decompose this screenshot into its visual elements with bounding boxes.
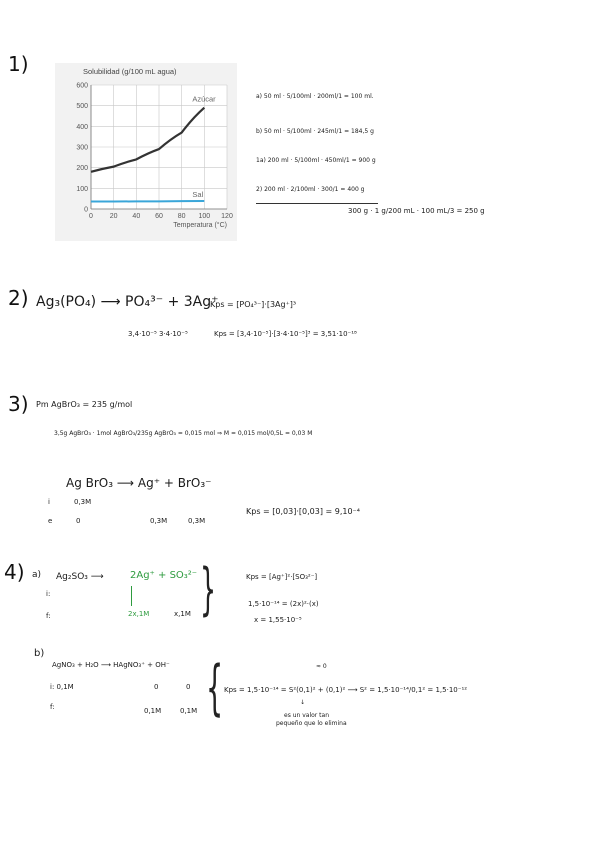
p2-concentrations: 3,4·10⁻⁵ 3·4·10⁻⁵	[128, 330, 188, 338]
y-tick-label: 500	[76, 103, 88, 111]
p3-row-e-label: e	[48, 517, 53, 525]
p3-row-i-value: 0,3M	[74, 498, 92, 506]
p4b-note-1: es un valor tan	[284, 712, 330, 719]
x-tick-label: 20	[109, 213, 118, 220]
p3-row-e-value-3: 0,3M	[188, 517, 206, 525]
series-label-azucar: Azúcar	[192, 94, 216, 104]
p4b-row-i: i: 0,1M	[50, 683, 74, 691]
p4b-row-f: f:	[50, 703, 55, 711]
p3-row-e-value-1: 0	[76, 517, 81, 525]
y-tick-label: 600	[76, 82, 88, 90]
p4a-label: a)	[32, 570, 42, 580]
p3-reaction: Ag BrO₃ ⟶ Ag⁺ + BrO₃⁻	[66, 476, 212, 490]
series-label-sal: Sal	[192, 189, 204, 199]
p4a-row-i: i:	[46, 590, 51, 598]
p4b-note-arrow: ↓	[300, 699, 306, 706]
p4b-f-value-2: 0,1M	[180, 707, 198, 715]
x-tick-label: 100	[198, 213, 211, 220]
x-tick-label: 120	[221, 213, 233, 220]
p1-answer-a: a) 50 ml · 5/100ml · 200ml/1 = 100 ml.	[256, 93, 374, 100]
y-tick-label: 200	[76, 165, 88, 173]
p1-answer-c3: 300 g · 1 g/200 mL · 100 mL/3 = 250 g	[348, 207, 485, 215]
p4a-f-value-1: 2x,1M	[128, 610, 150, 618]
p4a-reaction-right: 2Ag⁺ + SO₃²⁻	[130, 570, 198, 581]
p4a-ksp-1: Kps = [Ag⁺]²·[SO₃²⁻]	[246, 573, 318, 581]
p4a-green-arrow	[131, 586, 132, 606]
chart-title: Solubilidad (g/100 mL agua)	[83, 67, 177, 76]
p4b-ksp: Kps = 1,5·10⁻¹⁴ = S²(0,1)² + (0,1)² ⟶ S² = 1,5·10⁻¹⁴/0,1² = 1,5·10⁻¹²	[224, 686, 468, 694]
p4a-reaction-left: Ag₂SO₃ ⟶	[56, 572, 104, 582]
p3-calc: 3,5g AgBrO₃ · 1mol AgBrO₃/235g AgBrO₃ = 0,015 mol ⇒ M = 0,015 mol/0,5L = 0,03 M	[54, 430, 313, 437]
p2-reaction: Ag₃(PO₄) ⟶ PO₄³⁻ + 3Ag⁺	[36, 294, 219, 310]
p4b-note-top: ≈ 0	[316, 663, 327, 670]
p3-molar-mass: Pm AgBrO₃ = 235 g/mol	[36, 400, 133, 409]
p4a-row-f: f:	[46, 612, 51, 620]
problem-4-number: 4)	[4, 560, 25, 584]
p1-answer-b: b) 50 ml · 5/100ml · 245ml/1 = 184,5 g	[256, 128, 374, 135]
p4a-ksp-2: 1,5·10⁻¹⁴ = (2x)²·(x)	[248, 600, 319, 608]
p4b-label: b)	[34, 648, 45, 659]
p1-answer-c1: 1a) 200 ml · 5/100ml · 450ml/1 = 900 g	[256, 157, 376, 164]
p4a-brace: }	[200, 557, 217, 622]
x-axis-label: Temperatura (°C)	[173, 222, 227, 229]
p4b-reaction: AgNO₃ + H₂O ⟶ HAgNO₃⁺ + OH⁻	[52, 661, 170, 669]
p3-row-e-value-2: 0,3M	[150, 517, 168, 525]
solubility-chart	[55, 63, 237, 241]
y-tick-label: 400	[76, 123, 88, 131]
p3-row-i-label: i	[48, 498, 50, 506]
p3-ksp: Kps = [0,03]·[0,03] = 9,10⁻⁴	[246, 507, 360, 516]
x-tick-label: 60	[155, 213, 163, 220]
x-tick-label: 80	[177, 213, 186, 220]
problem-3-number: 3)	[8, 392, 29, 416]
p1-sum-line	[256, 203, 378, 204]
problem-1-number: 1)	[8, 52, 29, 76]
p4b-i-value-2: 0	[186, 683, 191, 691]
y-tick-label: 100	[76, 185, 88, 193]
x-tick-label: 40	[132, 213, 141, 220]
p4b-brace: {	[206, 653, 224, 723]
problem-2-number: 2)	[8, 286, 29, 310]
p2-ksp-calc: Kps = [3,4·10⁻⁵]·[3·4·10⁻⁵]³ = 3,51·10⁻¹⁸	[214, 330, 357, 338]
y-tick-label: 300	[76, 144, 88, 152]
p2-ksp-expression: Kps = [PO₄³⁻]·[3Ag⁺]³	[210, 300, 297, 309]
p4b-f-value-1: 0,1M	[144, 707, 162, 715]
x-tick-label: 0	[89, 213, 93, 220]
p4a-f-value-2: x,1M	[174, 610, 191, 618]
p4b-i-value-1: 0	[154, 683, 159, 691]
p4b-note-2: pequeño que lo elimina	[276, 720, 347, 727]
p1-answer-c2: 2) 200 ml · 2/100ml · 300/1 = 400 g	[256, 186, 365, 193]
series-line-sal	[91, 201, 204, 202]
p4a-ksp-3: x = 1,55·10⁻⁵	[254, 616, 302, 624]
y-tick-label: 0	[84, 206, 88, 214]
